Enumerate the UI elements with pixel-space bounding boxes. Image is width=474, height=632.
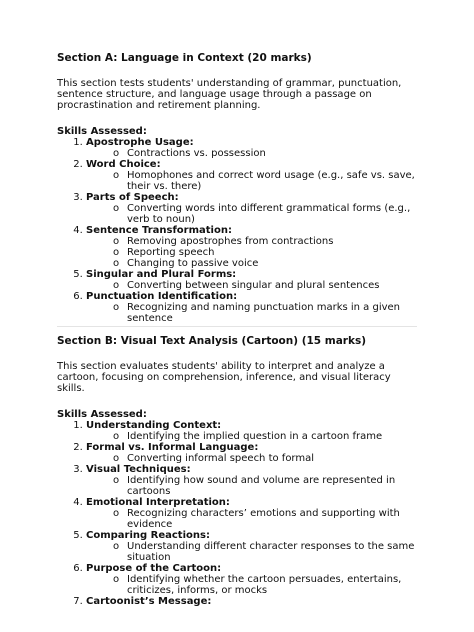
skill-sub-item: o Converting between singular and plural sentences — [113, 280, 417, 291]
skill-item — [86, 291, 417, 324]
skill-sub-list — [86, 574, 417, 596]
section-b-title: Section B: Visual Text Analysis (Cartoon) (15 marks) — [57, 335, 367, 347]
section-a-skills-list — [57, 137, 417, 324]
skill-sub-item: o Changing to passive voice — [113, 258, 417, 269]
skill-sub-item: o Recognizing and naming punctuation marks in a given sentence — [113, 302, 417, 324]
skill-item — [86, 192, 417, 225]
skill-item — [86, 269, 417, 291]
skill-sub-list — [86, 148, 417, 159]
section-a — [57, 53, 417, 324]
skill-title: Purpose of the Cartoon: — [86, 563, 222, 574]
skill-item — [86, 563, 417, 596]
skill-title: Apostrophe Usage: — [86, 137, 194, 148]
skill-title: Word Choice: — [86, 159, 161, 170]
skill-sub-item: o Removing apostrophes from contractions — [113, 236, 417, 247]
skill-sub-item: o Converting words into different grammatical forms (e.g., verb to noun) — [113, 203, 417, 225]
skill-sub-list — [86, 453, 417, 464]
skill-title: Understanding Context: — [86, 420, 222, 431]
skill-title: Emotional Interpretation: — [86, 497, 230, 508]
skill-title: Formal vs. Informal Language: — [86, 442, 259, 453]
skill-sub-list — [86, 236, 417, 269]
section-b — [57, 336, 417, 607]
skill-sub-item: o Understanding different character responses to the same situation — [113, 541, 417, 563]
skill-item — [86, 225, 417, 269]
section-a-skills-heading: Skills Assessed: — [57, 126, 147, 137]
skill-sub-item: o Identifying the implied question in a cartoon frame — [113, 431, 417, 442]
skill-item — [86, 530, 417, 563]
skill-sub-item: o Converting informal speech to formal — [113, 453, 417, 464]
skill-title: Visual Techniques: — [86, 464, 191, 475]
skill-title: Parts of Speech: — [86, 192, 179, 203]
skill-sub-list — [86, 203, 417, 225]
section-a-title: Section A: Language in Context (20 marks) — [57, 52, 312, 64]
skill-title: Punctuation Identification: — [86, 291, 238, 302]
section-b-intro: This section evaluates students' ability to interpret and analyze a cartoon, focusing on comprehension, inference, and visual literacy skills. — [57, 361, 391, 394]
skill-sub-list — [86, 475, 417, 497]
section-b-skills-list — [57, 420, 417, 607]
skill-sub-item: o Homophones and correct word usage (e.g., safe vs. save, their vs. there) — [113, 170, 417, 192]
skill-title: Sentence Transformation: — [86, 225, 232, 236]
skill-title: Singular and Plural Forms: — [86, 269, 237, 280]
skill-sub-item: o Recognizing characters’ emotions and supporting with evidence — [113, 508, 417, 530]
skill-sub-list — [86, 302, 417, 324]
skill-item — [86, 420, 417, 442]
skill-sub-item: o Contractions vs. possession — [113, 148, 417, 159]
section-divider — [57, 326, 417, 327]
section-b-skills-heading: Skills Assessed: — [57, 409, 147, 420]
skill-item — [86, 596, 417, 607]
skill-item — [86, 464, 417, 497]
skill-title: Comparing Reactions: — [86, 530, 210, 541]
skill-sub-list — [86, 170, 417, 192]
skill-title: Cartoonist’s Message: — [86, 596, 212, 607]
skill-sub-list — [86, 541, 417, 563]
skill-sub-list — [86, 280, 417, 291]
skill-item — [86, 442, 417, 464]
skill-sub-item: o Identifying how sound and volume are represented in cartoons — [113, 475, 417, 497]
skill-item — [86, 137, 417, 159]
skill-item — [86, 497, 417, 530]
skill-sub-item: o Reporting speech — [113, 247, 417, 258]
skill-sub-list — [86, 508, 417, 530]
skill-sub-item: o Identifying whether the cartoon persuades, entertains, criticizes, informs, or mocks — [113, 574, 417, 596]
section-a-intro: This section tests students' understanding of grammar, punctuation, sentence structure, and language usage through a passage on procrastination and retirement planning. — [57, 78, 402, 111]
skill-item — [86, 159, 417, 192]
skill-sub-list — [86, 431, 417, 442]
